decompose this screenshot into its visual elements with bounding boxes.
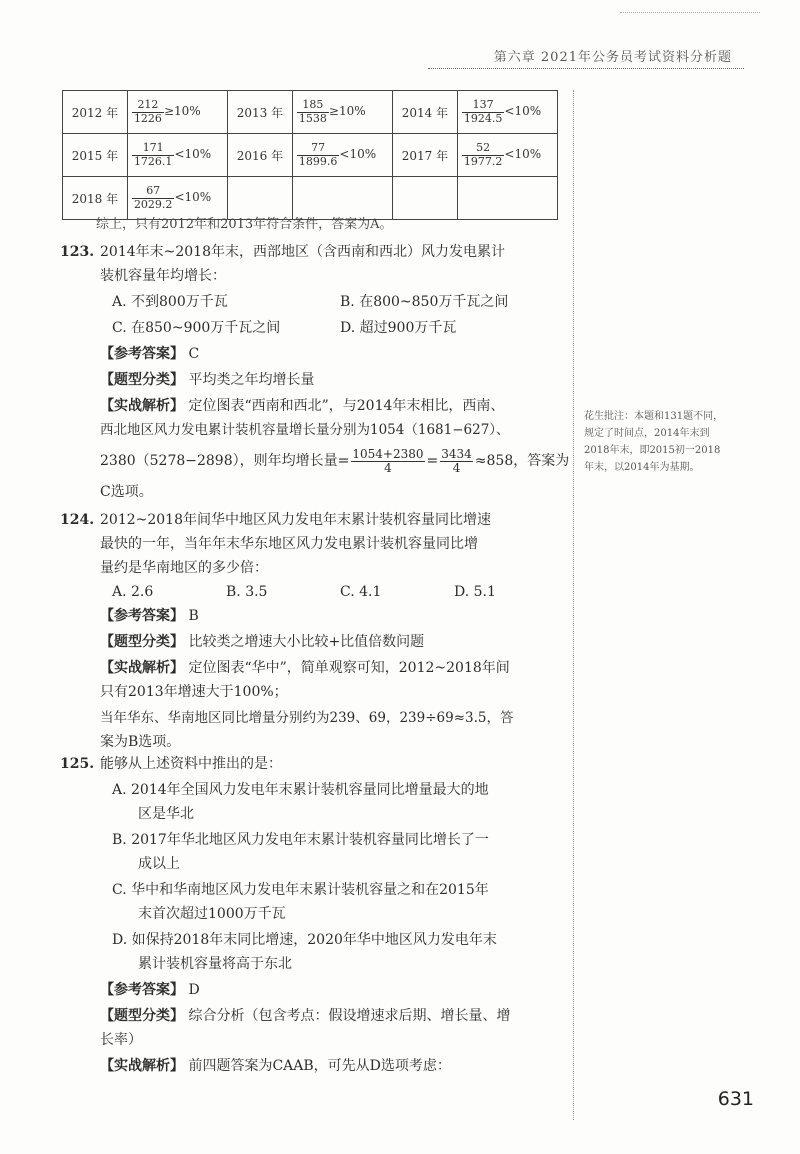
question-stem: 量约是华南地区的多少倍： — [100, 560, 268, 576]
type-label: 【题型分类】 — [100, 634, 184, 650]
answer-line — [100, 604, 199, 628]
answer-value: C — [188, 346, 200, 362]
question-stem: 能够从上述资料中推出的是： — [100, 756, 282, 772]
table-cell-year: 2014 年 — [392, 91, 457, 134]
table-cell-empty — [392, 177, 457, 220]
option-d: D. 5.1 — [454, 584, 496, 600]
table-cell-year: 2012 年 — [63, 91, 128, 134]
option-c-cont: 末首次超过1000万千瓦 — [138, 906, 286, 922]
type-value: 比较类之增速大小比较+比值倍数问题 — [188, 634, 425, 650]
analysis-line: 只有2013年增速大于100%； — [100, 684, 288, 700]
type-line — [100, 1004, 510, 1028]
type-label: 【题型分类】 — [100, 372, 184, 388]
table-summary: 综上，只有2012年和2013年符合条件，答案为A。 — [96, 217, 393, 232]
type-line — [100, 630, 424, 654]
analysis-line: 案为B选项。 — [100, 734, 181, 750]
option-d: D. 超过900万千瓦 — [340, 320, 457, 336]
table-cell-year: 2015 年 — [63, 134, 128, 177]
table-cell-value: $\frac{52}{1977.2}$ <10% — [457, 134, 557, 177]
analysis-line: 【实战解析】 定位图表“西南和西北”，与2014年末相比，西南、 — [100, 398, 505, 414]
margin-dotted-line — [573, 90, 574, 1120]
question-stem: 2012~2018年间华中地区风力发电年末累计装机容量同比增速 — [100, 512, 491, 528]
option-a: A. 2.6 — [112, 584, 154, 600]
question-number: 124. — [60, 512, 95, 528]
question-stem: 最快的一年，当年年末华东地区风力发电累计装机容量同比增 — [100, 536, 478, 552]
analysis-line: 西北地区风力发电累计装机容量增长量分别为1054（1681−627）、 — [100, 422, 510, 438]
table-cell-year: 2018 年 — [63, 177, 128, 220]
option-d-cont: 累计装机容量将高于东北 — [138, 956, 292, 972]
running-header: 第六章 2021年公务员考试资料分析题 — [493, 50, 732, 65]
option-a: A. 不到800万千瓦 — [112, 294, 228, 310]
type-line-cont: 长率） — [100, 1032, 142, 1048]
analysis-line: 当年华东、华南地区同比增量分别约为239、69，239÷69≈3.5，答 — [100, 710, 514, 726]
top-dotted-rule — [620, 12, 760, 13]
option-b: B. 在800~850万千瓦之间 — [340, 294, 509, 310]
analysis-line: C选项。 — [100, 484, 153, 500]
analysis-formula-line: 2380（5278−2898），则年均增长量= $\frac{1054+2380}{4}$ = $\frac{3434}{4}$ ≈858，答案为 — [100, 446, 570, 475]
table-row — [63, 134, 558, 177]
option-b-cont: 成以上 — [138, 856, 180, 872]
question-stem: 装机容量年均增长： — [100, 268, 226, 284]
table-cell-value: $\frac{212}{1226}$ ≥10% — [127, 91, 227, 134]
table-cell-value: $\frac{171}{1726.1}$ <10% — [127, 134, 227, 177]
answer-line — [100, 342, 199, 366]
margin-note: 花生批注：本题和131题不同，规定了时间点，2014年末到2018年末，即2015初一2018年末，以2014年为基期。 — [584, 411, 724, 473]
answer-label: 【参考答案】 — [100, 608, 184, 624]
analysis-label: 【实战解析】 — [100, 660, 184, 676]
option-a-cont: 区是华北 — [138, 806, 194, 822]
page-number: 631 — [717, 1088, 754, 1110]
table-row — [63, 91, 558, 134]
option-c: C. 华中和华南地区风力发电年末累计装机容量之和在2015年 — [112, 882, 489, 898]
analysis-label: 【实战解析】 — [100, 1058, 184, 1074]
type-value: 综合分析（包含考点：假设增速求后期、增长量、增 — [188, 1008, 511, 1024]
analysis-line: 【实战解析】 定位图表“华中”，简单观察可知，2012~2018年间 — [100, 660, 510, 676]
answer-label: 【参考答案】 — [100, 982, 184, 998]
answer-line — [100, 978, 200, 1002]
answer-value: B — [188, 608, 199, 624]
option-c: C. 在850~900万千瓦之间 — [112, 320, 281, 336]
table-cell-year: 2017 年 — [392, 134, 457, 177]
option-d: D. 如保持2018年末同比增速，2020年华中地区风力发电年末 — [112, 932, 497, 948]
answer-label: 【参考答案】 — [100, 346, 184, 362]
option-c: C. 4.1 — [340, 584, 382, 600]
fraction: $\frac{3434}{4}$ — [441, 446, 472, 475]
table-cell-empty — [457, 177, 557, 220]
fraction: $\frac{1054+2380}{4}$ — [352, 446, 424, 475]
table-cell-value: $\frac{137}{1924.5}$ <10% — [457, 91, 557, 134]
analysis-line: 【实战解析】 前四题答案为CAAB，可先从D选项考虑： — [100, 1058, 451, 1074]
question-number: 123. — [60, 244, 95, 260]
header-rule — [428, 68, 744, 69]
type-label: 【题型分类】 — [100, 1008, 184, 1024]
table-cell-value: $\frac{67}{2029.2}$ <10% — [127, 177, 227, 220]
option-b: B. 3.5 — [226, 584, 268, 600]
table-cell-year: 2016 年 — [227, 134, 292, 177]
table-cell-value: $\frac{185}{1538}$ ≥10% — [292, 91, 392, 134]
table-cell-year: 2013 年 — [227, 91, 292, 134]
table-cell-value: $\frac{77}{1899.6}$ <10% — [292, 134, 392, 177]
growth-ratio-table — [62, 90, 558, 220]
type-value: 平均类之年均增长量 — [188, 372, 315, 388]
question-stem: 2014年末~2018年末，西部地区（含西南和西北）风力发电累计 — [100, 244, 505, 260]
type-line — [100, 368, 314, 392]
answer-value: D — [188, 982, 200, 998]
option-b: B. 2017年华北地区风力发电年末累计装机容量同比增长了一 — [112, 832, 489, 848]
option-a: A. 2014年全国风力发电年末累计装机容量同比增量最大的地 — [112, 782, 489, 798]
question-number: 125. — [60, 756, 95, 772]
analysis-label: 【实战解析】 — [100, 398, 184, 414]
